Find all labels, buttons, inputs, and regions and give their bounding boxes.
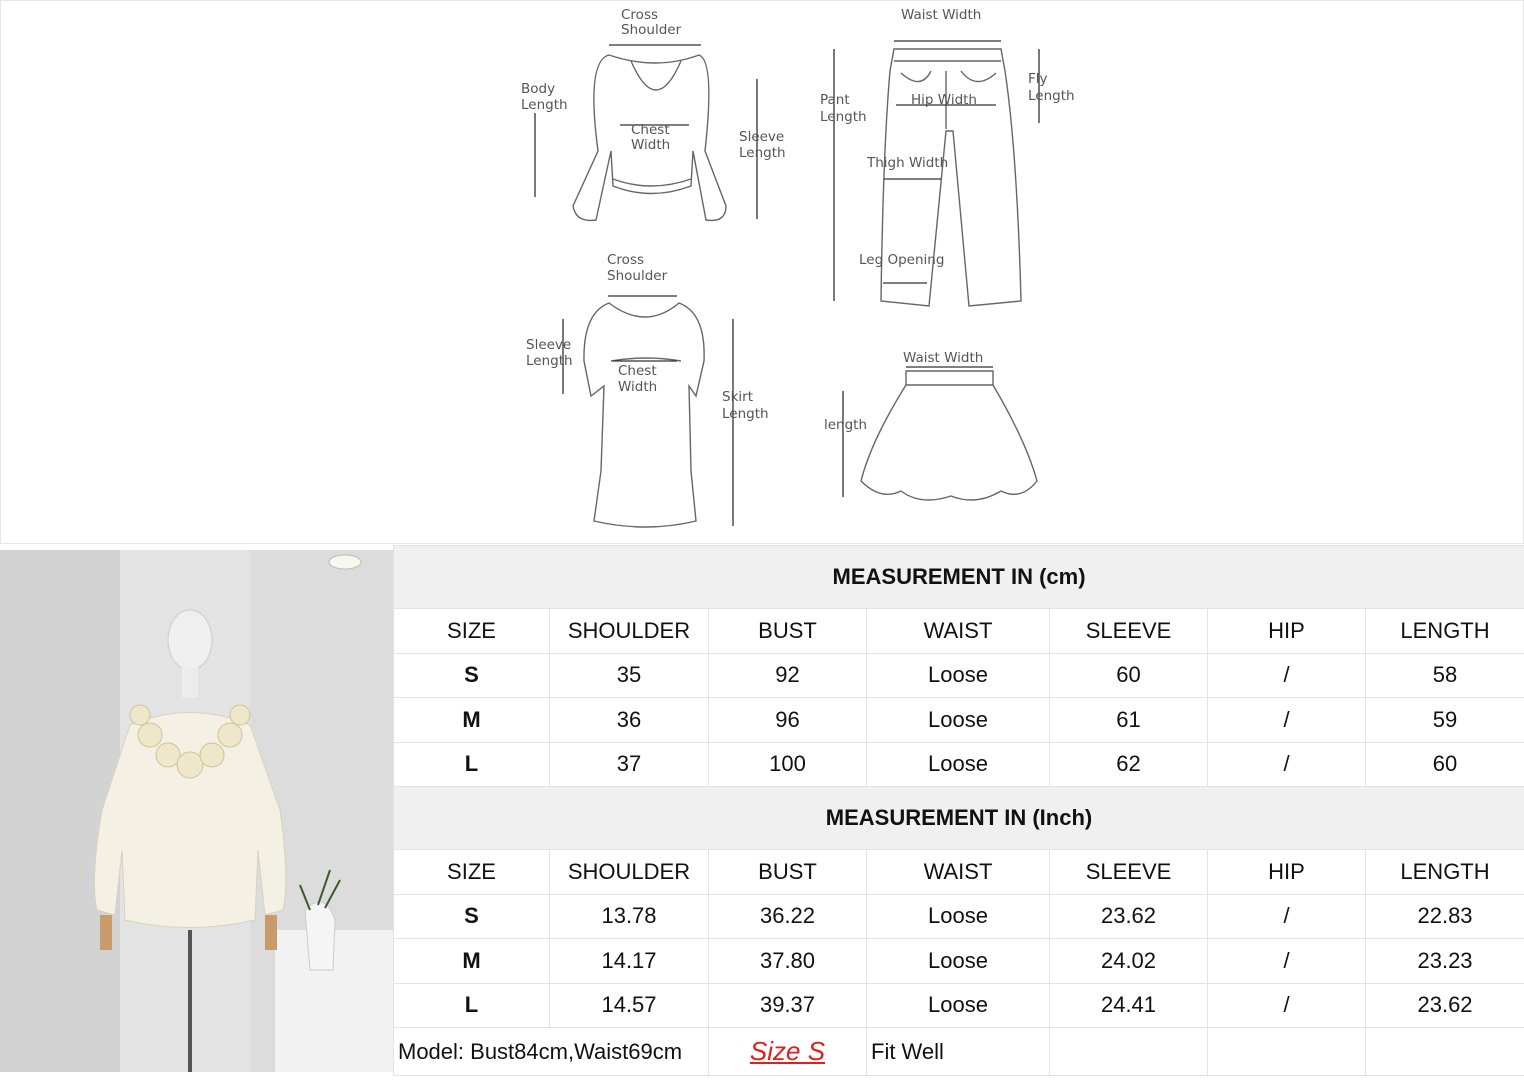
model-size-label: Size S	[749, 1036, 826, 1066]
column-header: SHOULDER	[550, 609, 709, 654]
table-cell: 23.62	[1366, 983, 1524, 1028]
table-cell: 60	[1050, 653, 1208, 698]
table-cell: 24.41	[1050, 983, 1208, 1028]
empty-cell	[1050, 1028, 1208, 1076]
table-cell: 39.37	[709, 983, 867, 1028]
column-header: SLEEVE	[1050, 609, 1208, 654]
table-cell: 59	[1366, 698, 1524, 743]
product-photo	[0, 550, 393, 1072]
table-cell: /	[1208, 983, 1366, 1028]
model-size-cell	[709, 1028, 867, 1076]
table-cell: 37	[550, 742, 709, 787]
label-top-chest-width-2: Width	[631, 137, 671, 153]
label-dress-cross-shoulder-1: Cross	[607, 252, 645, 268]
size-cell: M	[394, 698, 550, 743]
size-chart-table	[393, 545, 1524, 1076]
table-cell: 100	[709, 742, 867, 787]
mannequin-scene	[0, 550, 393, 1072]
label-skirt-waist-width: Waist Width	[903, 350, 984, 366]
cm-section-header	[394, 546, 1524, 609]
skirt-illustration	[861, 371, 1037, 500]
fit-note: Fit Well	[867, 1028, 1050, 1076]
size-cell: S	[394, 653, 550, 698]
table-cell: 35	[550, 653, 709, 698]
cm-header-row	[394, 609, 1524, 654]
table-cell: Loose	[867, 894, 1050, 939]
table-cell: 24.02	[1050, 939, 1208, 984]
table-row	[394, 698, 1524, 743]
column-header: WAIST	[867, 609, 1050, 654]
table-row	[394, 983, 1524, 1028]
column-header: HIP	[1208, 850, 1366, 895]
column-header: LENGTH	[1366, 850, 1524, 895]
table-cell: 36.22	[709, 894, 867, 939]
size-cell: L	[394, 742, 550, 787]
table-cell: Loose	[867, 698, 1050, 743]
empty-cell	[1366, 1028, 1524, 1076]
column-header: BUST	[709, 850, 867, 895]
table-cell: /	[1208, 653, 1366, 698]
inch-section-header	[394, 787, 1524, 850]
dress-illustration	[584, 303, 704, 527]
column-header: HIP	[1208, 609, 1366, 654]
label-dress-cross-shoulder-2: Shoulder	[607, 268, 668, 284]
table-cell: 23.62	[1050, 894, 1208, 939]
table-cell: 23.23	[1366, 939, 1524, 984]
table-cell: 60	[1366, 742, 1524, 787]
table-cell: 22.83	[1366, 894, 1524, 939]
table-cell: /	[1208, 939, 1366, 984]
label-pants-leg-opening: Leg Opening	[859, 252, 945, 268]
size-cell: M	[394, 939, 550, 984]
column-header: SIZE	[394, 609, 550, 654]
table-cell: 14.17	[550, 939, 709, 984]
label-top-body-length-1: Body	[521, 81, 556, 97]
size-cell: L	[394, 983, 550, 1028]
table-cell: 62	[1050, 742, 1208, 787]
inch-table-title: MEASUREMENT IN (Inch)	[394, 787, 1524, 850]
label-top-sleeve-length-2: Length	[739, 145, 786, 161]
table-cell: 13.78	[550, 894, 709, 939]
label-pants-hip-width: Hip Width	[911, 92, 977, 108]
label-dress-skirt-length-2: Length	[722, 406, 769, 422]
label-top-cross-shoulder-1: Cross	[621, 7, 659, 23]
inch-header-row	[394, 850, 1524, 895]
size-cell: S	[394, 894, 550, 939]
model-measurements: Model: Bust84cm,Waist69cm	[394, 1028, 709, 1076]
table-cell: Loose	[867, 653, 1050, 698]
column-header: SLEEVE	[1050, 850, 1208, 895]
label-pants-fly-length-2: Length	[1028, 88, 1075, 104]
table-cell: 96	[709, 698, 867, 743]
label-dress-chest-width-2: Width	[618, 379, 658, 395]
cm-table-title: MEASUREMENT IN (cm)	[394, 546, 1524, 609]
table-row	[394, 894, 1524, 939]
table-cell: 92	[709, 653, 867, 698]
column-header: SHOULDER	[550, 850, 709, 895]
label-dress-skirt-length-1: Skirt	[722, 389, 753, 405]
column-header: SIZE	[394, 850, 550, 895]
label-skirt-length: length	[824, 417, 868, 433]
label-pants-fly-length-1: Fly	[1028, 71, 1048, 87]
label-top-body-length-2: Length	[521, 97, 568, 113]
label-dress-sleeve-length-1: Sleeve	[526, 337, 572, 353]
empty-cell	[1208, 1028, 1366, 1076]
table-cell: 37.80	[709, 939, 867, 984]
label-dress-chest-width-1: Chest	[618, 363, 657, 379]
label-pants-pant-length-1: Pant	[820, 92, 850, 108]
model-info-row	[394, 1028, 1524, 1076]
table-row	[394, 939, 1524, 984]
column-header: WAIST	[867, 850, 1050, 895]
table-cell: Loose	[867, 939, 1050, 984]
label-top-sleeve-length-1: Sleeve	[739, 129, 785, 145]
label-pants-pant-length-2: Length	[820, 109, 867, 125]
table-cell: 61	[1050, 698, 1208, 743]
table-row	[394, 742, 1524, 787]
table-cell: /	[1208, 698, 1366, 743]
table-cell: 36	[550, 698, 709, 743]
label-pants-waist-width: Waist Width	[901, 7, 982, 23]
column-header: BUST	[709, 609, 867, 654]
label-top-cross-shoulder-2: Shoulder	[621, 22, 682, 38]
table-row	[394, 653, 1524, 698]
table-cell: 14.57	[550, 983, 709, 1028]
table-cell: /	[1208, 894, 1366, 939]
label-top-chest-width-1: Chest	[631, 122, 670, 138]
column-header: LENGTH	[1366, 609, 1524, 654]
label-pants-thigh-width: Thigh Width	[867, 155, 949, 171]
label-dress-sleeve-length-2: Length	[526, 353, 573, 369]
measurement-diagrams	[1, 1, 1524, 545]
table-cell: Loose	[867, 983, 1050, 1028]
table-cell: /	[1208, 742, 1366, 787]
table-cell: 58	[1366, 653, 1524, 698]
table-cell: Loose	[867, 742, 1050, 787]
